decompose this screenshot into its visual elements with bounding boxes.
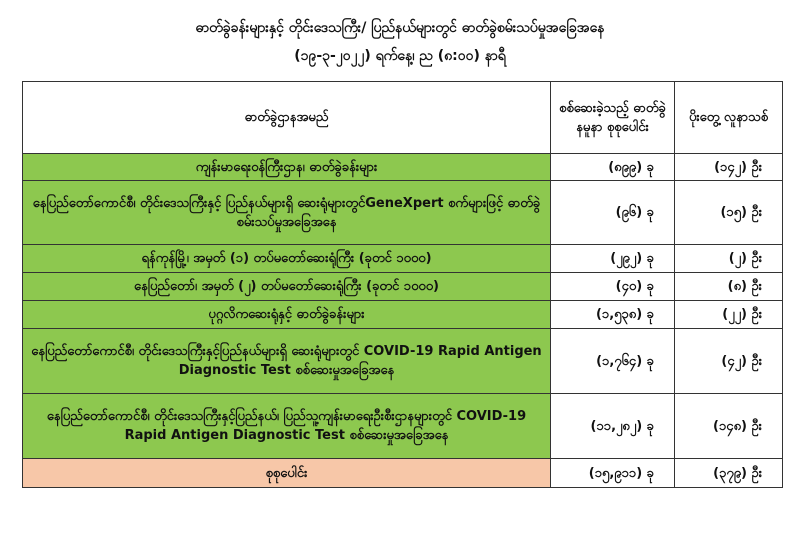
total-positive-cell: (၃၇၉) ဦး [675,459,783,488]
header-row [23,82,783,154]
total-tested-cell: (၁၅,၉၁၁) ခု [551,459,675,488]
positive-cell: (၄၂) ဦး [675,329,783,394]
lab-name-cell: ပုဂ္ဂလိကဆေးရုံနှင့် ဓာတ်ခွဲခန်းများ [23,301,551,329]
lab-name-cell: နေပြည်တော်၊ အမှတ် (၂) တပ်မတော်ဆေးရုံကြီး (ခုတင် ၁၀၀၀) [23,273,551,301]
table-row [23,245,783,273]
positive-cell: (၂၂) ဦး [675,301,783,329]
testing-table [22,81,783,488]
tested-cell: (၁,၅၃၈) ခု [551,301,675,329]
positive-cell: (၁၅) ဦး [675,181,783,245]
positive-cell: (၈) ဦး [675,273,783,301]
header-positive: ပိုးတွေ့ လူနာသစ် [675,82,783,154]
title-line-2: (၁၉-၃-၂၀၂၂) ရက်နေ့၊ ည (၈:၀၀) နာရီ [294,48,506,64]
table-row [23,394,783,459]
positive-cell: (၁၄၈) ဦး [675,394,783,459]
title-line-1: ဓာတ်ခွဲခန်းများနှင့် တိုင်းဒေသကြီး/ ပြည်နယ်များတွင် ဓာတ်ခွဲစမ်းသပ်မှုအခြေအနေ [195,20,605,36]
lab-name-cell: နေပြည်တော်ကောင်စီ၊ တိုင်းဒေသကြီးနှင့်ပြည်နယ်များရှိ ဆေးရုံများတွင် COVID-19 Rapid Antigen Diagnostic Test စစ်ဆေးမှုအခြေအနေ [23,329,551,394]
document-title [0,14,800,70]
table-row [23,329,783,394]
header-lab-name: ဓာတ်ခွဲဌာနအမည် [23,82,551,154]
lab-name-cell: နေပြည်တော်ကောင်စီ၊ တိုင်းဒေသကြီးနှင့် ပြည်နယ်များရှိ ဆေးရုံများတွင်GeneXpert စက်များဖြင့် ဓာတ်ခွဲစမ်းသပ်မှုအခြေအနေ [23,181,551,245]
lab-name-cell: ရန်ကုန်မြို့၊ အမှတ် (၁) တပ်မတော်ဆေးရုံကြီး (ခုတင် ၁၀၀၀) [23,245,551,273]
tested-cell: (၁၁,၂၈၂) ခု [551,394,675,459]
tested-cell: (၈၉၉) ခု [551,154,675,181]
lab-name-cell: နေပြည်တော်ကောင်စီ၊ တိုင်းဒေသကြီးနှင့်ပြည်နယ်၊ ပြည်သူ့ကျန်းမာရေးဦးစီးဌာနများတွင် COVID-19 Rapid Antigen Diagnostic Test စစ်ဆေးမှုအခြေအနေ [23,394,551,459]
table-row [23,273,783,301]
header-tested: စစ်ဆေးခဲ့သည့် ဓာတ်ခွဲနမူနာ စုစုပေါင်း [551,82,675,154]
total-label-cell: စုစုပေါင်း [23,459,551,488]
tested-cell: (၂၉၂) ခု [551,245,675,273]
table-row [23,181,783,245]
total-row [23,459,783,488]
lab-name-cell: ကျန်းမာရေးဝန်ကြီးဌာန၊ ဓာတ်ခွဲခန်းများ [23,154,551,181]
positive-cell: (၂) ဦး [675,245,783,273]
table-row [23,154,783,181]
tested-cell: (၄၀) ခု [551,273,675,301]
positive-cell: (၁၄၂) ဦး [675,154,783,181]
tested-cell: (၁,၇၆၄) ခု [551,329,675,394]
table-row [23,301,783,329]
tested-cell: (၉၆) ခု [551,181,675,245]
